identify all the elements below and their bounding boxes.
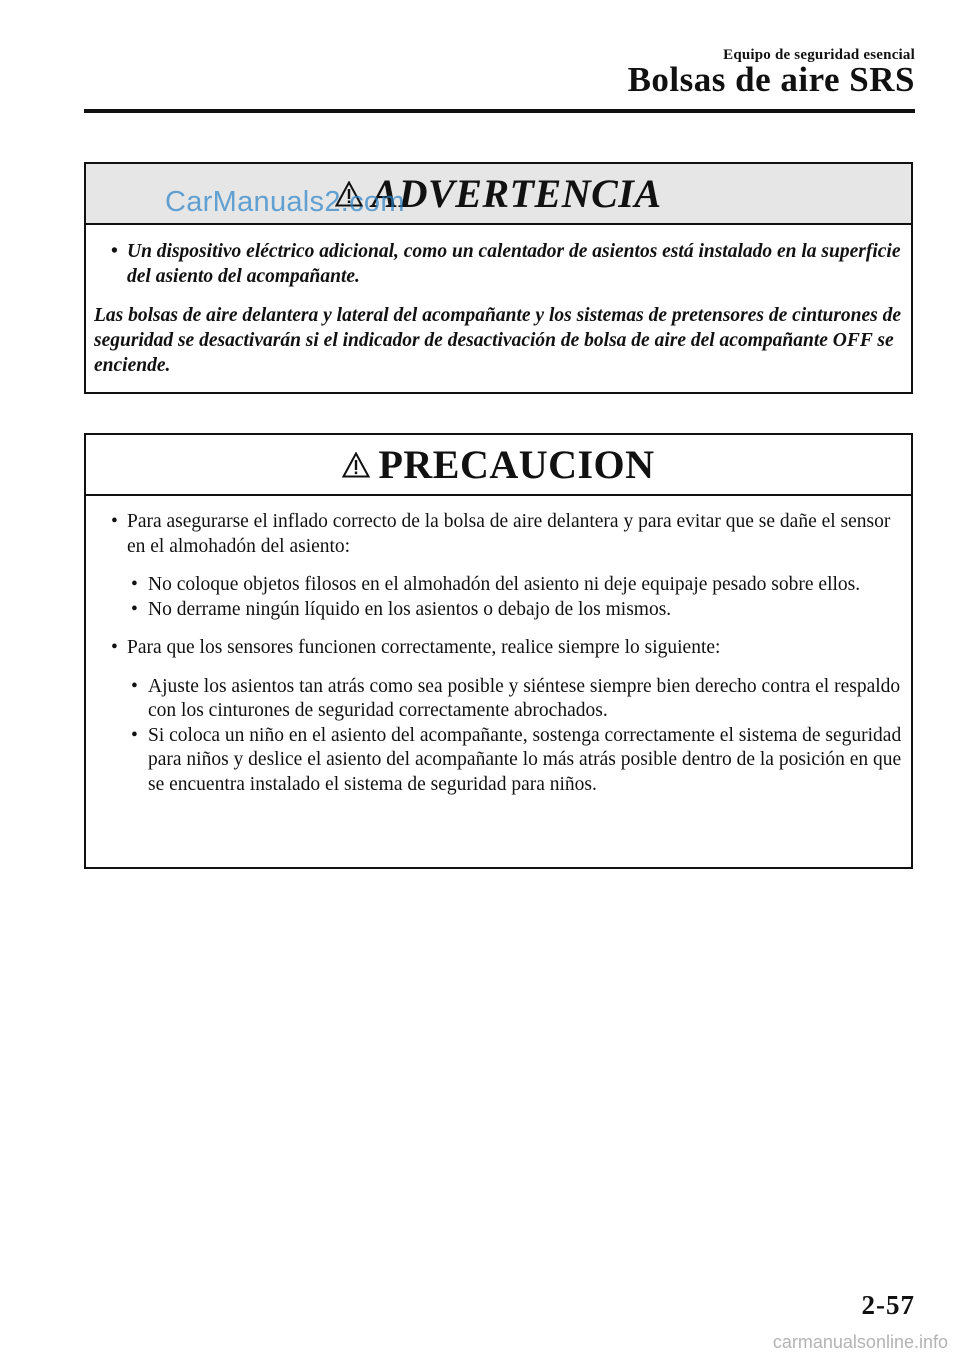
warning-paragraph: Las bolsas de aire delantera y lateral del acompañante y los sistemas de pretensores de cinturones de seguridad se desactivarán si el indicador de desactivación de bolsa de aire del acompañante OFF se enciende. <box>94 305 902 376</box>
caution-subitem-text: Ajuste los asientos tan atrás como sea posible y siéntese siempre bien derecho contra el respaldo con los cinturones de seguridad correctamente abrochados. <box>148 675 901 721</box>
caution-subitem-text: No coloque objetos filosos en el almohadón del asiento ni deje equipaje pesado sobre ellos. <box>148 574 861 595</box>
bullet-icon: • <box>131 598 138 620</box>
bullet-icon: • <box>111 637 118 658</box>
bullet-icon: • <box>111 511 118 532</box>
caution-subitem-text: No derrame ningún líquido en los asientos o debajo de los mismos. <box>148 598 672 620</box>
caution-item-text: Para que los sensores funcionen correctamente, realice siempre lo siguiente: <box>127 637 721 658</box>
warning-title: ADVERTENCIA <box>371 171 662 216</box>
bullet-icon: • <box>131 724 138 746</box>
bullet-icon: • <box>131 574 138 595</box>
caution-box-header <box>86 435 911 496</box>
caution-box <box>84 433 913 869</box>
bullet-icon: • <box>131 675 138 697</box>
caution-item-text: Para asegurarse el inflado correcto de la bolsa de aire delantera y para evitar que se dañe el sensor en el almohadón del asiento: <box>127 511 891 557</box>
warning-bullet <box>94 239 903 289</box>
caution-subitem-text: Si coloca un niño en el asiento del acompañante, sostenga correctamente el sistema de seguridad para niños y deslice el asiento del acompañante lo más atrás posible dentro de la posición en que se encuentra instalado el sistema de seguridad para niños. <box>148 724 902 795</box>
page-number: 2-57 <box>861 1290 915 1320</box>
caution-title: PRECAUCION <box>378 442 655 487</box>
caution-item <box>94 510 903 559</box>
caution-subitem <box>94 675 903 724</box>
bullet-icon: • <box>111 241 118 262</box>
caution-body <box>86 510 911 797</box>
caution-subitem <box>94 724 903 798</box>
section-label: Equipo de seguridad esencial <box>723 47 915 63</box>
footer-site-link[interactable]: carmanualsonline.info <box>772 1332 948 1352</box>
warning-body <box>86 239 911 378</box>
header-rule <box>84 109 915 113</box>
caution-subitem <box>94 573 903 598</box>
caution-item <box>94 636 903 661</box>
watermark: CarManuals2.com <box>165 186 405 218</box>
page-title: Bolsas de aire SRS <box>627 60 915 99</box>
warning-triangle-icon <box>342 452 370 478</box>
caution-subitem <box>94 598 903 623</box>
warning-bullet-text: Un dispositivo eléctrico adicional, como un calentador de asientos está instalado en la superficie del asiento del acompañante. <box>127 241 901 287</box>
